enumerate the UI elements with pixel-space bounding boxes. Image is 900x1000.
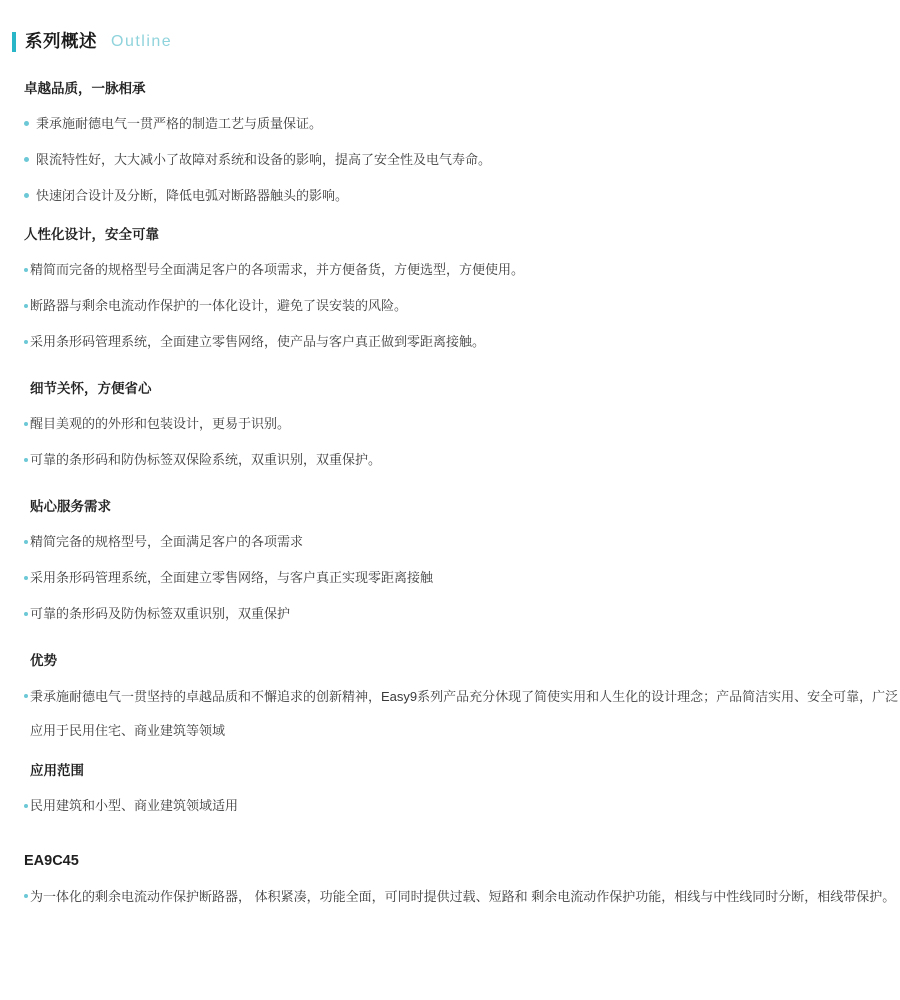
list-item — [0, 288, 900, 324]
list-item — [0, 406, 900, 442]
list-item — [0, 788, 900, 824]
section-header — [12, 32, 900, 52]
list-item — [0, 878, 900, 916]
bullet-dot-icon — [24, 804, 28, 808]
spacer — [0, 214, 900, 224]
model-title: EA9C45 — [24, 853, 79, 869]
list-item-text: 限流特性好，大大减小了故障对系统和设备的影响，提高了安全性及电气寿命。 — [36, 152, 492, 167]
bullet-dot-icon — [24, 612, 28, 616]
list-item — [0, 596, 900, 632]
list-item — [0, 178, 900, 214]
list-item-text: 秉承施耐德电气一贯坚持的卓越品质和不懈追求的创新精神，Easy9系列产品充分休现了简使实用和人生化的设计理念；产品简洁实用、安全可靠，广泛应用于民用住宅、商业建筑等领域 — [30, 689, 899, 738]
list-item-text: 快速闭合设计及分断，降低电弧对断路器触头的影响。 — [36, 188, 349, 203]
bullet-dot-icon — [24, 157, 29, 162]
bullet-dot-icon — [24, 268, 28, 272]
list-item-text: 精简完备的规格型号，全面满足客户的各项需求 — [30, 534, 304, 549]
section-application — [0, 760, 900, 824]
list-item-text: 采用条形码管理系统，全面建立零售网络，使产品与客户真正做到零距离接触。 — [30, 334, 486, 349]
bullet-dot-icon — [24, 576, 28, 580]
spacer — [0, 360, 900, 378]
bullet-list — [0, 788, 900, 824]
list-item-text: 采用条形码管理系统，全面建立零售网络，与客户真正实现零距离接触 — [30, 570, 434, 585]
list-item-text: 精简而完备的规格型号全面满足客户的各项需求，并方便备货，方便选型，方便使用。 — [30, 262, 525, 277]
section-service — [0, 496, 900, 632]
page-title-english: Outline — [111, 33, 173, 50]
section-model-ea9c45 — [0, 850, 900, 916]
bullet-dot-icon — [24, 458, 28, 462]
bullet-list — [0, 406, 900, 478]
list-item-text: 可靠的条形码和防伪标签双保险系统，双重识别，双重保护。 — [30, 452, 382, 467]
section-advantage — [0, 650, 900, 750]
bullet-dot-icon — [24, 540, 28, 544]
list-item — [0, 524, 900, 560]
content-area — [0, 78, 900, 916]
list-item — [0, 678, 900, 750]
spacer — [0, 478, 900, 496]
bullet-dot-icon — [24, 694, 28, 698]
spacer — [0, 632, 900, 650]
list-item — [0, 324, 900, 360]
list-item — [0, 442, 900, 478]
section-design — [0, 224, 900, 360]
list-item — [0, 106, 900, 142]
list-item — [0, 560, 900, 596]
list-item — [0, 252, 900, 288]
list-item-text: 可靠的条形码及防伪标签双重识别，双重保护 — [30, 606, 291, 621]
bullet-list — [0, 106, 900, 214]
accent-bar-icon — [12, 32, 16, 52]
list-item-text: 为一体化的剩余电流动作保护断路器， 体积紧凑，功能全面，可同时提供过载、短路和 剩余电流动作保护功能，相线与中性线同时分断，相线带保护。 — [30, 889, 896, 904]
section-quality — [0, 78, 900, 214]
section-title: 细节关怀，方便省心 — [30, 381, 152, 396]
section-title: 优势 — [30, 653, 57, 668]
list-item-text: 醒目美观的的外形和包装设计，更易于识别。 — [30, 416, 291, 431]
document-page — [0, 32, 900, 916]
list-item-text: 民用建筑和小型、商业建筑领域适用 — [30, 798, 239, 813]
list-item — [0, 142, 900, 178]
list-item-text: 断路器与剩余电流动作保护的一体化设计，避免了误安装的风险。 — [30, 298, 408, 313]
bullet-list — [0, 524, 900, 632]
bullet-dot-icon — [24, 121, 29, 126]
bullet-dot-icon — [24, 193, 29, 198]
section-title: 卓越品质，一脉相承 — [24, 81, 146, 96]
bullet-dot-icon — [24, 422, 28, 426]
bullet-dot-icon — [24, 894, 28, 898]
section-details — [0, 378, 900, 478]
list-item-text: 秉承施耐德电气一贯严格的制造工艺与质量保证。 — [36, 116, 323, 131]
section-title: 贴心服务需求 — [30, 499, 111, 514]
section-title: 应用范围 — [30, 763, 84, 778]
bullet-dot-icon — [24, 340, 28, 344]
spacer — [0, 824, 900, 850]
bullet-list — [0, 878, 900, 916]
page-title: 系列概述 — [25, 31, 97, 52]
bullet-list — [0, 678, 900, 750]
bullet-list — [0, 252, 900, 360]
bullet-dot-icon — [24, 304, 28, 308]
spacer — [0, 750, 900, 760]
section-title: 人性化设计，安全可靠 — [24, 227, 159, 242]
